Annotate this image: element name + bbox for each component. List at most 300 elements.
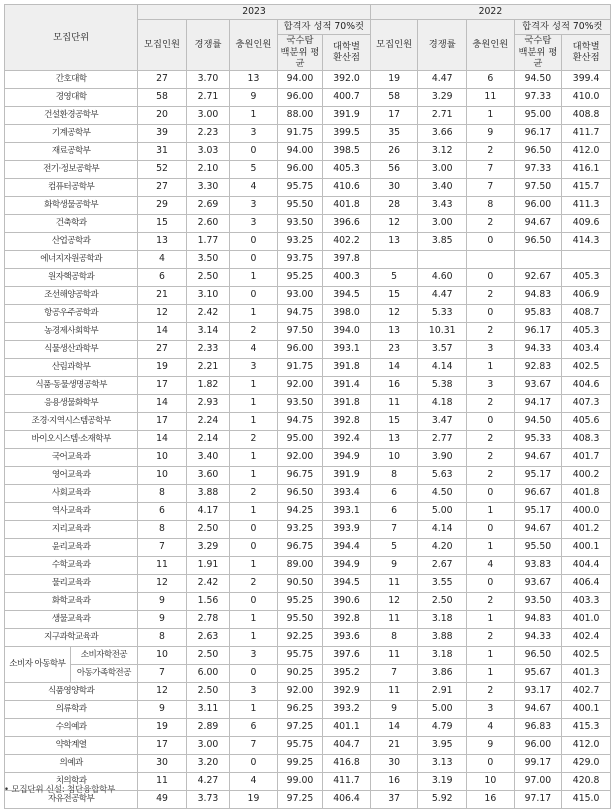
filled-cell-2023: 3 [230, 682, 278, 700]
filled-cell-2023: 3 [230, 124, 278, 142]
competition-cell-2023: 2.21 [186, 358, 229, 376]
competition-cell-2022: 3.18 [418, 610, 467, 628]
percentile-cell-2022: 95.00 [514, 106, 562, 124]
competition-cell-2023: 2.89 [186, 718, 229, 736]
filled-cell-2022: 7 [467, 178, 515, 196]
filled-cell-2023: 1 [230, 466, 278, 484]
percentile-cell-2023: 95.75 [277, 736, 322, 754]
percentile-cell-2022: 96.17 [514, 124, 562, 142]
recruit-cell-2022: 58 [370, 88, 418, 106]
converted-cell-2022: 400.0 [562, 502, 611, 520]
percentile-cell-2022: 94.67 [514, 520, 562, 538]
recruit-cell-2023: 27 [138, 340, 187, 358]
table-row [5, 160, 611, 178]
converted-cell-2023: 391.8 [323, 358, 371, 376]
percentile-cell-2022: 94.50 [514, 412, 562, 430]
converted-cell-2022: 415.7 [562, 178, 611, 196]
recruit-cell-2022: 21 [370, 736, 418, 754]
converted-cell-2022: 415.0 [562, 790, 611, 808]
recruit-cell-2023: 30 [138, 754, 187, 772]
percentile-cell-2022: 94.67 [514, 448, 562, 466]
filled-cell-2022: 2 [467, 466, 515, 484]
percentile-cell-2022: 97.33 [514, 160, 562, 178]
recruit-cell-2022: 13 [370, 322, 418, 340]
filled-cell-2022: 2 [467, 322, 515, 340]
table-row [5, 142, 611, 160]
recruit-cell-2023: 13 [138, 232, 187, 250]
table-row [5, 610, 611, 628]
filled-cell-2022: 4 [467, 556, 515, 574]
percentile-cell-2022: 94.83 [514, 286, 562, 304]
percentile-cell-2022: 95.50 [514, 538, 562, 556]
unit-cell: 의예과 [5, 754, 138, 772]
converted-cell-2023: 393.1 [323, 340, 371, 358]
percentile-cell-2022: 96.67 [514, 484, 562, 502]
filled-cell-2023: 4 [230, 178, 278, 196]
percentile-cell-2023: 93.25 [277, 232, 322, 250]
recruit-cell-2022: 14 [370, 718, 418, 736]
unit-cell: 항공우주공학과 [5, 304, 138, 322]
converted-cell-2023: 406.4 [323, 790, 371, 808]
recruit-cell-2022: 8 [370, 466, 418, 484]
competition-cell-2023: 2.42 [186, 304, 229, 322]
unit-cell: 지구과학교육과 [5, 628, 138, 646]
converted-cell-2022: 407.3 [562, 394, 611, 412]
converted-cell-2022: 409.6 [562, 214, 611, 232]
competition-cell-2023: 3.20 [186, 754, 229, 772]
percentile-cell-2023: 96.50 [277, 484, 322, 502]
table-row [5, 538, 611, 556]
filled-cell-2023: 2 [230, 322, 278, 340]
recruit-cell-2023: 9 [138, 592, 187, 610]
percentile-cell-2022: 97.50 [514, 178, 562, 196]
cutoff-group-header-2023: 합격자 성적 70%컷 [277, 20, 370, 35]
percentile-cell-2022: 96.00 [514, 736, 562, 754]
percentile-cell-2023: 99.25 [277, 754, 322, 772]
group-cell: 소비자 아동학부 [5, 646, 71, 682]
converted-cell-2023: 392.9 [323, 682, 371, 700]
converted-cell-2022: 406.9 [562, 286, 611, 304]
unit-cell: 응용생물화학부 [5, 394, 138, 412]
percentile-cell-2022: 95.67 [514, 664, 562, 682]
percentile-cell-2023: 91.75 [277, 124, 322, 142]
unit-cell: 역사교육과 [5, 502, 138, 520]
percentile-cell-2023: 88.00 [277, 106, 322, 124]
recruit-cell-2023: 17 [138, 376, 187, 394]
filled-cell-2022: 2 [467, 286, 515, 304]
converted-cell-2022: 401.8 [562, 484, 611, 502]
percentile-cell-2022: 96.50 [514, 142, 562, 160]
recruit-cell-2022: 12 [370, 214, 418, 232]
converted-cell-2022: 411.3 [562, 196, 611, 214]
recruit-cell-2022: 11 [370, 682, 418, 700]
recruit-cell-2022: 17 [370, 106, 418, 124]
recruit-cell-2023: 17 [138, 412, 187, 430]
unit-cell: 사회교육과 [5, 484, 138, 502]
filled-cell-2022: 6 [467, 70, 515, 88]
percentile-cell-2023: 96.00 [277, 340, 322, 358]
percentile-cell-2023: 91.75 [277, 358, 322, 376]
percentile-cell-2022: 94.67 [514, 214, 562, 232]
percentile-cell-2023: 94.00 [277, 142, 322, 160]
table-row [5, 178, 611, 196]
recruit-cell-2023: 19 [138, 718, 187, 736]
unit-cell: 재료공학부 [5, 142, 138, 160]
converted-cell-2022: 404.4 [562, 556, 611, 574]
filled-cell-2023: 2 [230, 484, 278, 502]
competition-cell-2022: 3.66 [418, 124, 467, 142]
percentile-cell-2022: 96.17 [514, 322, 562, 340]
recruit-cell-2023: 29 [138, 196, 187, 214]
recruit-cell-2023: 6 [138, 502, 187, 520]
recruit-cell-2023: 8 [138, 628, 187, 646]
converted-cell-2023: 394.5 [323, 574, 371, 592]
filled-cell-2022: 0 [467, 304, 515, 322]
competition-cell-2023: 2.10 [186, 160, 229, 178]
recruit-cell-2022: 7 [370, 520, 418, 538]
percentile-cell-2022: 93.17 [514, 682, 562, 700]
converted-cell-2023: 401.1 [323, 718, 371, 736]
filled-cell-2023: 1 [230, 394, 278, 412]
percentile-cell-2023: 95.50 [277, 196, 322, 214]
converted-header-line2: 환산점 [572, 52, 600, 64]
converted-cell-2023: 392.0 [323, 70, 371, 88]
filled-cell-2022: 1 [467, 502, 515, 520]
competition-cell-2023: 2.42 [186, 574, 229, 592]
recruit-cell-2022: 9 [370, 556, 418, 574]
recruit-cell-2022: 11 [370, 610, 418, 628]
percentile-cell-2022: 95.33 [514, 430, 562, 448]
percentile-cell-2023: 93.50 [277, 214, 322, 232]
filled-cell-2022: 2 [467, 448, 515, 466]
footnote: • 모집단위 신설: 첨단융합학부 [4, 785, 116, 795]
unit-cell: 간호대학 [5, 70, 138, 88]
percentile-cell-2022: 95.83 [514, 304, 562, 322]
unit-cell: 수의예과 [5, 718, 138, 736]
percentile-cell-2022: 96.50 [514, 646, 562, 664]
filled-cell-2023: 6 [230, 718, 278, 736]
converted-cell-2023: 394.0 [323, 322, 371, 340]
percentile-cell-2023: 93.50 [277, 394, 322, 412]
table-row [5, 412, 611, 430]
filled-cell-2022: 2 [467, 142, 515, 160]
recruit-cell-2023: 27 [138, 70, 187, 88]
filled-cell-2023: 1 [230, 628, 278, 646]
filled-cell-2022: 0 [467, 232, 515, 250]
competition-cell-2022: 4.14 [418, 520, 467, 538]
percentile-cell-2023: 96.00 [277, 160, 322, 178]
recruit-cell-2023: 12 [138, 304, 187, 322]
table-row [5, 682, 611, 700]
unit-cell: 자유전공학부 [5, 790, 138, 808]
recruit-cell-2022: 12 [370, 304, 418, 322]
percentile-cell-2023: 96.25 [277, 700, 322, 718]
converted-cell-2022: 416.1 [562, 160, 611, 178]
competition-cell-2023: 3.70 [186, 70, 229, 88]
percentile-cell-2023: 97.50 [277, 322, 322, 340]
percentile-cell-2023: 93.75 [277, 250, 322, 268]
converted-cell-2022 [562, 250, 611, 268]
recruit-cell-2022: 6 [370, 502, 418, 520]
recruit-cell-2023: 14 [138, 322, 187, 340]
unit-cell: 윤리교육과 [5, 538, 138, 556]
recruit-cell-2022: 30 [370, 754, 418, 772]
unit-cell: 농경제사회학부 [5, 322, 138, 340]
unit-cell: 에너지자원공학과 [5, 250, 138, 268]
converted-cell-2022: 405.6 [562, 412, 611, 430]
converted-cell-2023: 394.9 [323, 448, 371, 466]
recruit-cell-2023: 10 [138, 448, 187, 466]
converted-cell-2022: 406.4 [562, 574, 611, 592]
table-row [5, 88, 611, 106]
recruit-cell-2023: 21 [138, 286, 187, 304]
percentile-cell-2023: 93.00 [277, 286, 322, 304]
filled-cell-2022: 10 [467, 772, 515, 790]
converted-cell-2022: 399.4 [562, 70, 611, 88]
unit-cell: 국어교육과 [5, 448, 138, 466]
filled-cell-2023: 1 [230, 412, 278, 430]
table-row [5, 718, 611, 736]
converted-cell-2023: 398.0 [323, 304, 371, 322]
filled-cell-2023: 3 [230, 358, 278, 376]
competition-cell-2022: 3.86 [418, 664, 467, 682]
converted-cell-2022: 405.3 [562, 268, 611, 286]
percentile-cell-2023: 94.75 [277, 304, 322, 322]
recruit-cell-2023: 10 [138, 646, 187, 664]
converted-cell-2022: 400.1 [562, 700, 611, 718]
percentile-cell-2023: 94.25 [277, 502, 322, 520]
converted-cell-2022: 402.7 [562, 682, 611, 700]
recruit-cell-2023: 10 [138, 466, 187, 484]
competition-cell-2023: 2.78 [186, 610, 229, 628]
filled-cell-2023: 19 [230, 790, 278, 808]
recruit-cell-2022: 11 [370, 574, 418, 592]
filled-cell-2022: 1 [467, 664, 515, 682]
table-row [5, 196, 611, 214]
converted-cell-2022: 420.8 [562, 772, 611, 790]
percentile-cell-2023: 96.75 [277, 466, 322, 484]
recruit-cell-2023: 12 [138, 682, 187, 700]
filled-cell-2023: 1 [230, 304, 278, 322]
filled-cell-2023: 4 [230, 340, 278, 358]
table-row [5, 394, 611, 412]
filled-cell-2022: 16 [467, 790, 515, 808]
recruit-cell-2022: 15 [370, 412, 418, 430]
competition-cell-2022: 3.29 [418, 88, 467, 106]
recruit-cell-2022: 10 [370, 448, 418, 466]
percentile-cell-2022: 93.67 [514, 376, 562, 394]
recruit-header-2023: 모집인원 [138, 20, 187, 71]
competition-header-2022: 경쟁률 [418, 20, 467, 71]
converted-cell-2022: 402.4 [562, 628, 611, 646]
percentile-cell-2023: 97.25 [277, 790, 322, 808]
percentile-cell-2022: 95.17 [514, 502, 562, 520]
percentile-cell-2022: 97.00 [514, 772, 562, 790]
filled-cell-2023: 3 [230, 214, 278, 232]
filled-cell-2023: 2 [230, 430, 278, 448]
recruit-cell-2022: 9 [370, 700, 418, 718]
recruit-cell-2023: 4 [138, 250, 187, 268]
competition-cell-2023: 3.10 [186, 286, 229, 304]
percentile-header-line2: 백분위 평균 [518, 46, 558, 70]
converted-cell-2023: 405.3 [323, 160, 371, 178]
filled-cell-2023: 7 [230, 736, 278, 754]
percentile-cell-2023: 96.00 [277, 88, 322, 106]
filled-cell-2023: 1 [230, 502, 278, 520]
recruit-cell-2023: 52 [138, 160, 187, 178]
filled-cell-2022: 3 [467, 376, 515, 394]
unit-cell: 전기·정보공학부 [5, 160, 138, 178]
converted-cell-2023: 393.9 [323, 520, 371, 538]
converted-cell-2023: 397.6 [323, 646, 371, 664]
converted-cell-2023: 391.9 [323, 106, 371, 124]
table-row [5, 358, 611, 376]
filled-cell-2022: 9 [467, 736, 515, 754]
converted-cell-2023: 410.6 [323, 178, 371, 196]
competition-cell-2022: 2.71 [418, 106, 467, 124]
percentile-cell-2023: 96.75 [277, 538, 322, 556]
filled-cell-2022: 0 [467, 484, 515, 502]
competition-cell-2022: 10.31 [418, 322, 467, 340]
converted-cell-2023: 397.8 [323, 250, 371, 268]
competition-cell-2023: 3.40 [186, 448, 229, 466]
converted-cell-2022: 412.0 [562, 142, 611, 160]
competition-cell-2023: 2.24 [186, 412, 229, 430]
recruit-cell-2022: 8 [370, 628, 418, 646]
converted-cell-2022: 414.3 [562, 232, 611, 250]
filled-cell-2022: 2 [467, 214, 515, 232]
percentile-header-2023 [277, 35, 322, 71]
converted-cell-2023: 391.9 [323, 466, 371, 484]
converted-cell-2023: 395.2 [323, 664, 371, 682]
filled-cell-2022: 7 [467, 160, 515, 178]
competition-cell-2022: 5.00 [418, 700, 467, 718]
competition-cell-2023: 3.73 [186, 790, 229, 808]
unit-cell: 컴퓨터공학부 [5, 178, 138, 196]
recruit-cell-2023: 8 [138, 484, 187, 502]
competition-cell-2023: 2.23 [186, 124, 229, 142]
unit-cell: 식품영양학과 [5, 682, 138, 700]
filled-cell-2022: 9 [467, 124, 515, 142]
recruit-cell-2023: 19 [138, 358, 187, 376]
converted-cell-2023: 400.3 [323, 268, 371, 286]
table-row [5, 664, 611, 682]
percentile-cell-2022: 92.67 [514, 268, 562, 286]
recruit-cell-2023: 9 [138, 700, 187, 718]
recruit-cell-2022: 16 [370, 376, 418, 394]
unit-cell: 조경·지역시스템공학부 [5, 412, 138, 430]
converted-cell-2022: 408.7 [562, 304, 611, 322]
competition-cell-2023: 2.93 [186, 394, 229, 412]
table-row [5, 646, 611, 664]
table-row [5, 322, 611, 340]
recruit-cell-2022: 15 [370, 286, 418, 304]
filled-cell-2023: 1 [230, 268, 278, 286]
filled-cell-2023: 0 [230, 232, 278, 250]
filled-cell-2022: 2 [467, 430, 515, 448]
table-row [5, 430, 611, 448]
recruit-cell-2023: 14 [138, 430, 187, 448]
competition-cell-2023: 3.30 [186, 178, 229, 196]
percentile-header-line2: 백분위 평균 [280, 46, 320, 70]
competition-cell-2022: 3.40 [418, 178, 467, 196]
recruit-cell-2022: 11 [370, 394, 418, 412]
filled-cell-2023: 0 [230, 520, 278, 538]
table-row [5, 250, 611, 268]
competition-cell-2023: 3.03 [186, 142, 229, 160]
recruit-header-2022: 모집인원 [370, 20, 418, 71]
converted-cell-2022: 412.0 [562, 736, 611, 754]
unit-cell: 건축학과 [5, 214, 138, 232]
table-header [5, 5, 611, 71]
converted-header-line1: 대학별 [572, 40, 600, 52]
recruit-cell-2023: 14 [138, 394, 187, 412]
converted-cell-2022: 411.7 [562, 124, 611, 142]
table-row [5, 106, 611, 124]
percentile-cell-2023: 92.25 [277, 628, 322, 646]
competition-cell-2022: 3.00 [418, 160, 467, 178]
competition-cell-2022: 5.33 [418, 304, 467, 322]
recruit-cell-2022: 7 [370, 664, 418, 682]
filled-cell-2023: 13 [230, 70, 278, 88]
unit-cell: 식품·동물생명공학부 [5, 376, 138, 394]
competition-cell-2023: 3.88 [186, 484, 229, 502]
filled-cell-2023: 0 [230, 538, 278, 556]
converted-cell-2022: 401.2 [562, 520, 611, 538]
percentile-cell-2023: 95.00 [277, 430, 322, 448]
unit-cell: 영어교육과 [5, 466, 138, 484]
competition-cell-2023: 1.56 [186, 592, 229, 610]
filled-cell-2023: 1 [230, 106, 278, 124]
recruit-cell-2022: 14 [370, 358, 418, 376]
table-row [5, 376, 611, 394]
competition-cell-2023: 3.00 [186, 736, 229, 754]
filled-cell-2022: 2 [467, 592, 515, 610]
competition-cell-2022: 4.47 [418, 286, 467, 304]
recruit-cell-2022: 35 [370, 124, 418, 142]
recruit-cell-2022: 5 [370, 538, 418, 556]
year-2023-header: 2023 [138, 5, 371, 20]
converted-cell-2023: 399.5 [323, 124, 371, 142]
competition-cell-2023: 3.00 [186, 106, 229, 124]
percentile-cell-2022: 96.50 [514, 232, 562, 250]
table-row [5, 466, 611, 484]
filled-cell-2023: 1 [230, 376, 278, 394]
competition-cell-2022: 3.90 [418, 448, 467, 466]
unit-cell: 생물교육과 [5, 610, 138, 628]
competition-cell-2022: 4.50 [418, 484, 467, 502]
filled-header-2022: 충원인원 [467, 20, 515, 71]
table-row [5, 268, 611, 286]
filled-cell-2022: 1 [467, 610, 515, 628]
converted-cell-2022: 400.1 [562, 538, 611, 556]
competition-cell-2022: 3.18 [418, 646, 467, 664]
percentile-cell-2022: 94.33 [514, 340, 562, 358]
competition-cell-2022: 5.63 [418, 466, 467, 484]
filled-cell-2022: 1 [467, 538, 515, 556]
competition-cell-2023: 3.14 [186, 322, 229, 340]
percentile-header-line1: 국수탐 [524, 35, 552, 46]
recruit-cell-2022: 37 [370, 790, 418, 808]
competition-cell-2023: 3.11 [186, 700, 229, 718]
filled-cell-2022: 1 [467, 106, 515, 124]
filled-cell-2022: 0 [467, 268, 515, 286]
converted-cell-2023: 393.1 [323, 502, 371, 520]
table-row [5, 304, 611, 322]
table-row [5, 556, 611, 574]
recruit-cell-2022: 16 [370, 772, 418, 790]
filled-cell-2023: 1 [230, 610, 278, 628]
